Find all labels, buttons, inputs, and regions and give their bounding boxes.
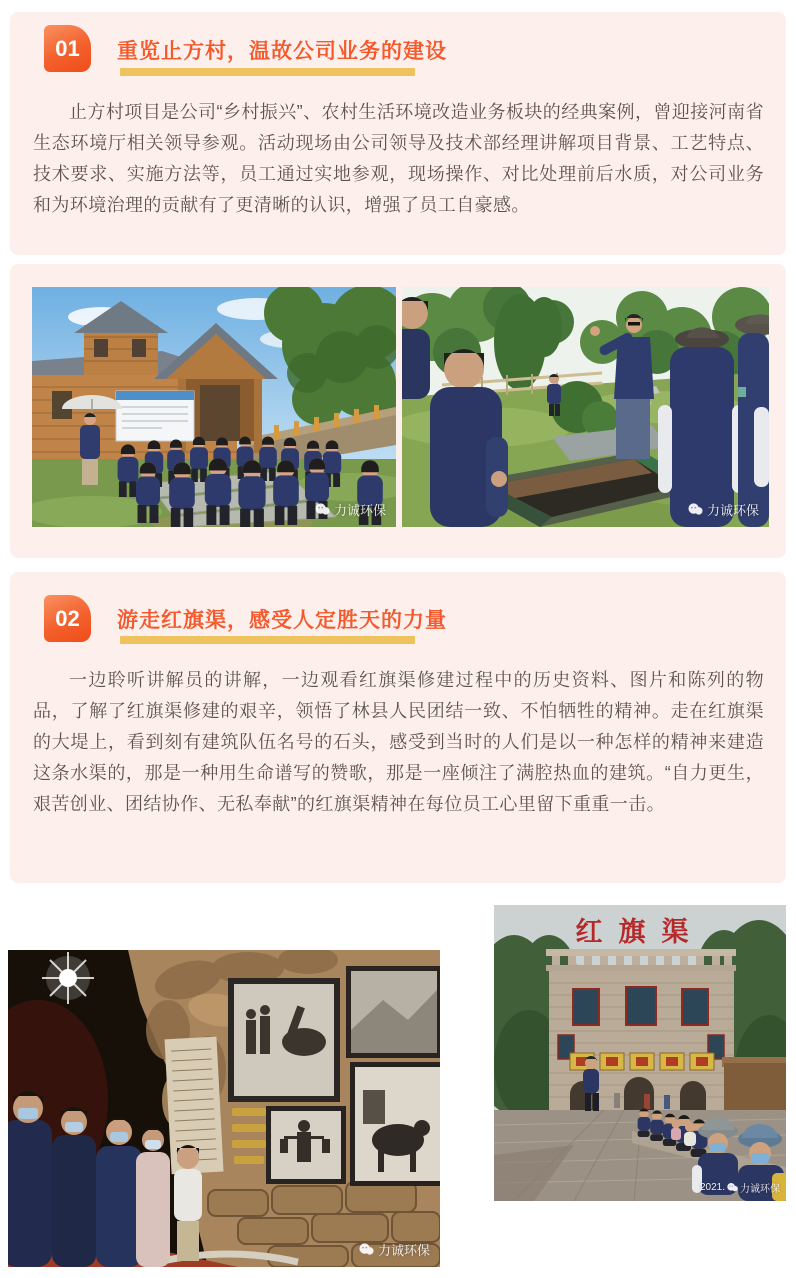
watermark-year: 2021. [699,1182,725,1193]
bottom-photo-area [0,883,796,1278]
watermark-licheng-2021 [700,1180,780,1195]
photo-zhifang-village-cabin[interactable] [32,287,396,527]
wechat-logo-icon [359,1242,374,1257]
section-02-number: 02 [55,605,80,631]
section-01-title-underline [120,68,415,76]
section-02-card [10,572,786,883]
wechat-logo-icon [727,1182,738,1193]
watermark-licheng [688,500,759,519]
photo-illustration [494,905,786,1201]
section-01-badge [44,25,91,72]
section-01-title: 重览止方村，温故公司业务的建设 [117,40,447,63]
photo-gallery-card [10,264,786,558]
section-01-paragraph: 止方村项目是公司“乡村振兴”、农村生活环境改造业务板块的经典案例，曾迎接河南省生态环境厅相关领导参观。活动现场由公司领导及技术部经理讲解项目背景、工艺特点、技术要求、实施方法等，员工通过实地参观，现场操作、对比处理前后水质，对公司业务和为环境治理的贡献有了更清晰的认识，增强了员工自豪感。 [33,102,764,215]
watermark-text: 力诚环保 [377,1243,430,1258]
section-02-title-underline [120,636,415,644]
watermark-licheng [315,500,386,519]
section-02-badge [44,595,91,642]
watermark-text: 力诚环保 [706,503,759,518]
watermark-text: 力诚环保 [333,503,386,518]
photo-treatment-tank-site[interactable] [402,287,769,527]
wechat-logo-icon [688,502,703,517]
gate-sign-text: 红旗渠 [575,917,705,947]
photo-illustration [32,287,396,527]
photo-hongqiqu-museum[interactable] [8,950,440,1267]
section-02-paragraph: 一边聆听讲解员的讲解，一边观看红旗渠修建过程中的历史资料、图片和陈列的物品，了解了红旗渠修建的艰辛，领悟了林县人民团结一致、不怕牺牲的精神。走在红旗渠的大堤上，看到刻有建筑队伍名号的石头，感受到当时的人们是以一种怎样的精神来建造这条水渠的，那是一种用生命谱写的赞歌，那是一座倾注了满腔热血的建筑。“自力更生，艰苦创业、团结协作、无私奉献”的红旗渠精神在每位员工心里留下重重一击。 [33,670,764,814]
section-01-number: 01 [55,35,80,61]
photo-illustration [402,287,769,527]
section-01-card [10,12,786,255]
section-02-title: 游走红旗渠，感受人定胜天的力量 [117,609,447,632]
watermark-licheng [359,1240,430,1259]
wechat-logo-icon [315,502,330,517]
watermark-text: 力诚环保 [740,1184,780,1195]
photo-hongqiqu-gate[interactable] [494,905,786,1201]
photo-illustration [8,950,440,1267]
